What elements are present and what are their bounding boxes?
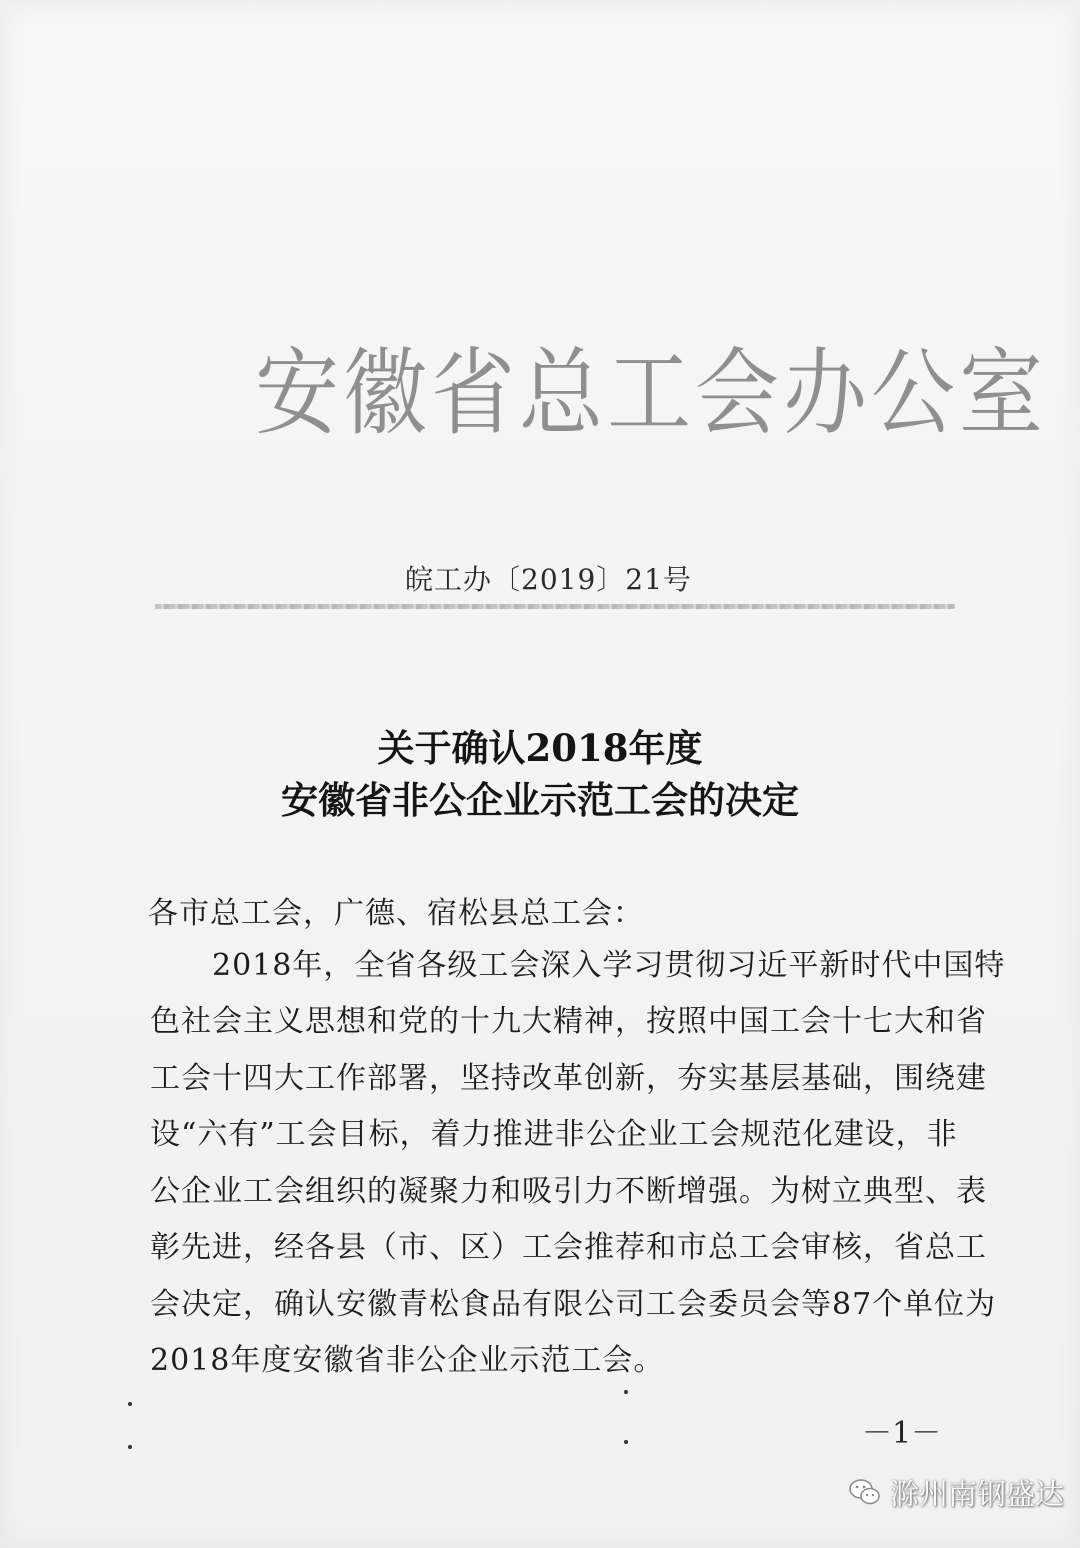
- wechat-icon: [848, 1477, 882, 1507]
- body-line: 工会十四大工作部署，坚持改革创新，夯实基层基础，围绕建: [150, 1061, 987, 1096]
- document-number: 皖工办〔2019〕21号: [405, 563, 692, 596]
- document-title-line-1: 关于确认2018年度: [377, 726, 703, 770]
- scan-speck: [624, 1440, 628, 1444]
- scan-speck: [624, 1390, 628, 1394]
- body-line: 彰先进，经各县（市、区）工会推荐和市总工会审核，省总工: [150, 1230, 987, 1265]
- body-line: 2018年度安徽省非公企业示范工会。: [150, 1343, 665, 1378]
- salutation: 各市总工会，广德、宿松县总工会：: [148, 896, 644, 931]
- body-line: 公企业工会组织的凝聚力和吸引力不断增强。为树立典型、表: [150, 1174, 987, 1209]
- body-line: 会决定，确认安徽青松食品有限公司工会委员会等87个单位为: [150, 1287, 997, 1322]
- scan-speck: [128, 1445, 132, 1449]
- document-title-line-2: 安徽省非公企业示范工会的决定: [281, 778, 799, 822]
- wechat-watermark: [848, 1470, 1064, 1514]
- body-line: 设“六有”工会目标，着力推进非公企业工会规范化建设，非: [150, 1117, 958, 1152]
- page-number: －1－: [862, 1416, 942, 1451]
- watermark-text: 滁州南钢盛达: [890, 1476, 1065, 1511]
- body-line: 2018年，全省各级工会深入学习贯彻习近平新时代中国特: [212, 948, 1006, 983]
- scan-speck: [128, 1402, 132, 1406]
- body-line: 色社会主义思想和党的十九大精神，按照中国工会十七大和省: [150, 1004, 987, 1039]
- issuer-header: 安徽省总工会办公室: [255, 338, 1048, 448]
- header-divider: [155, 604, 955, 609]
